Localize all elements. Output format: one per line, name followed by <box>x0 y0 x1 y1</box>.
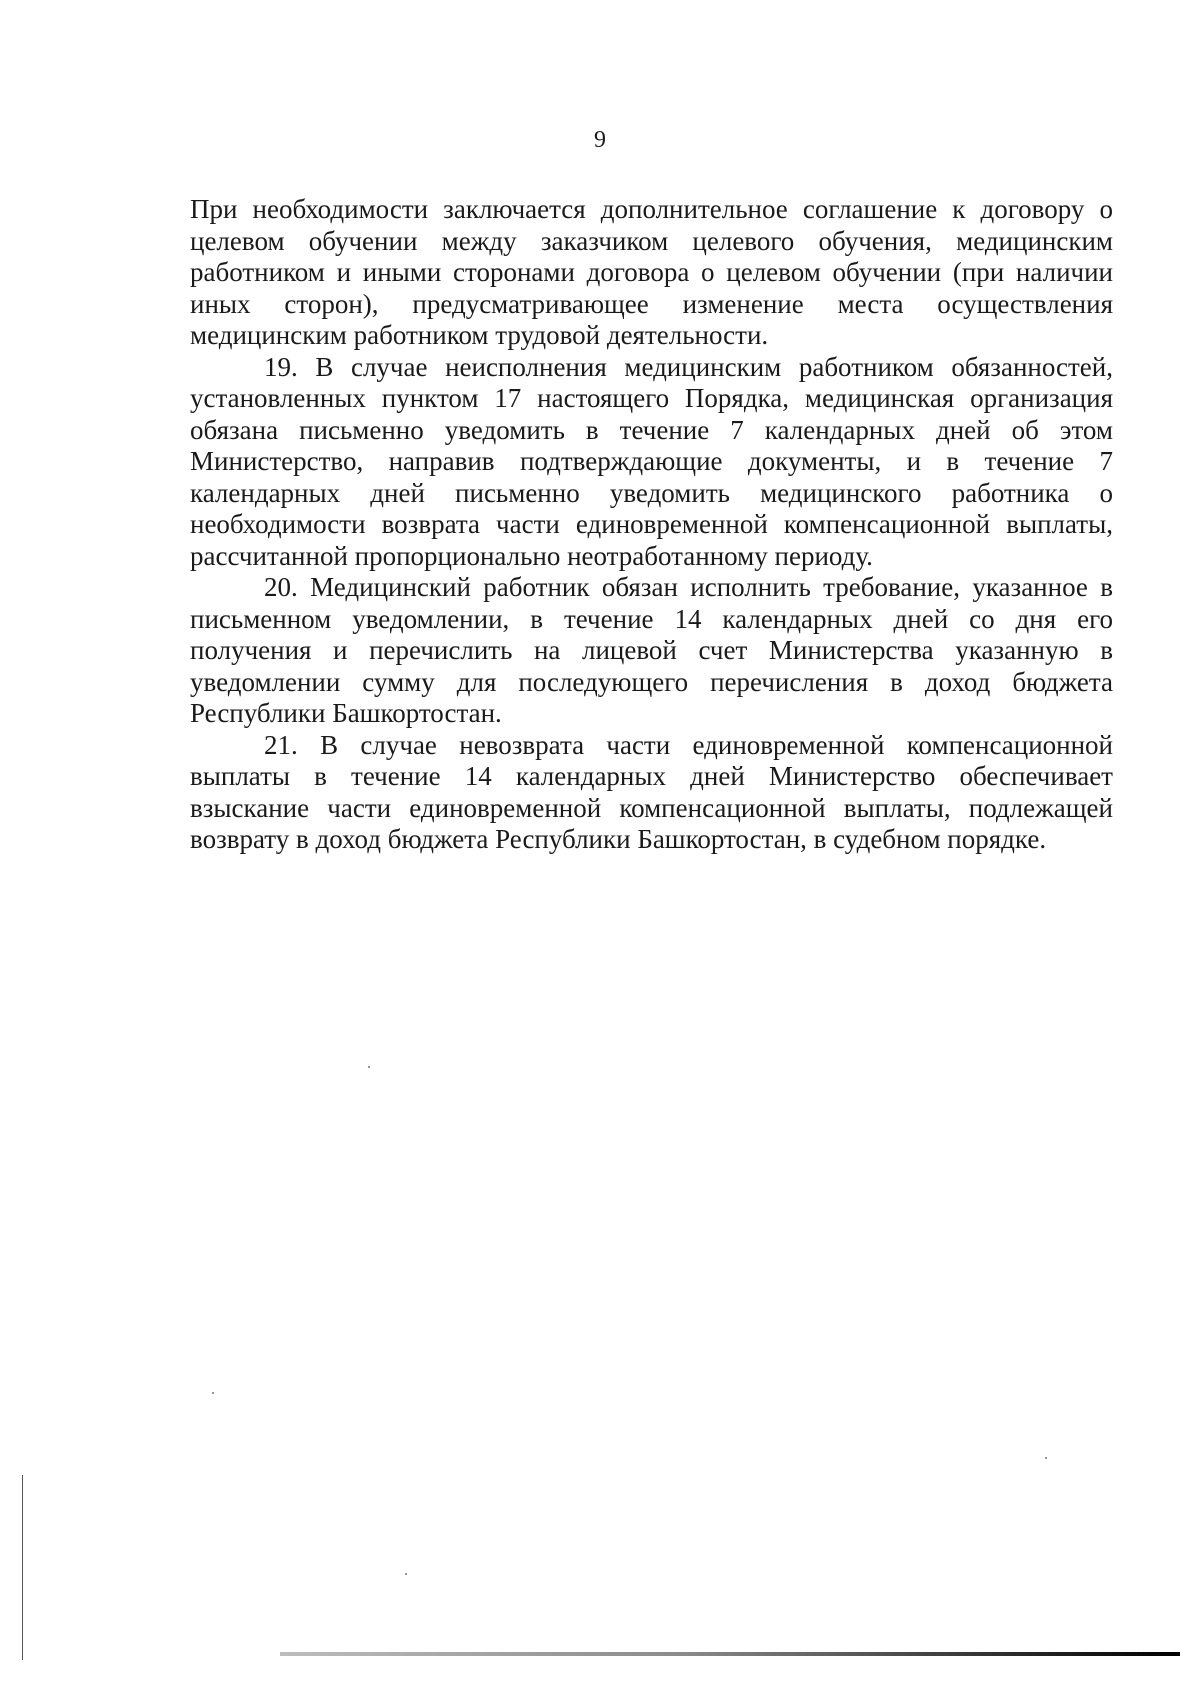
scan-speck <box>368 1066 370 1068</box>
paragraph-item-19: 19. В случае неисполнения медицинским работником обязанностей, установленных пунктом 17 настоящего Порядка, медицинская организация обязана письменно уведомить в течение 7 календарных дней об этом Министерство, направив подтверждающие документы, и в течение 7 календарных дней письменно уведомить медицинского работника о необходимости возврата части единовременной компенсационной выплаты, рассчитанной пропорционально неотработанному периоду. <box>190 351 1113 571</box>
paragraph-item-21: 21. В случае невозврата части единовременной компенсационной выплаты в течение 14 календарных дней Министерство обеспечивает взыскание части единовременной компенсационной выплаты, подлежащей возврату в доход бюджета Республики Башкортостан, в судебном порядке. <box>190 729 1113 854</box>
page-number: 9 <box>594 127 606 153</box>
paragraph-item-20: 20. Медицинский работник обязан исполнить требование, указанное в письменном уведомлении, в течение 14 календарных дней со дня его получения и перечислить на лицевой счет Министерства указанную в уведомлении сумму для последующего перечисления в доход бюджета Республики Башкортостан. <box>190 572 1113 728</box>
scan-speck <box>405 1573 407 1575</box>
scan-edge-line-bottom <box>280 1652 1180 1656</box>
scan-speck <box>1045 1457 1047 1459</box>
document-body <box>190 194 1113 856</box>
paragraph-continuation: При необходимости заключается дополнительное соглашение к договору о целевом обучении между заказчиком целевого обучения, медицинским работником и иными сторонами договора о целевом обучении (при наличии иных сторон), предусматривающее изменение места осуществления медицинским работником трудовой деятельности. <box>190 194 1113 350</box>
scan-speck <box>212 1392 214 1394</box>
scan-edge-line-left <box>22 1475 23 1660</box>
